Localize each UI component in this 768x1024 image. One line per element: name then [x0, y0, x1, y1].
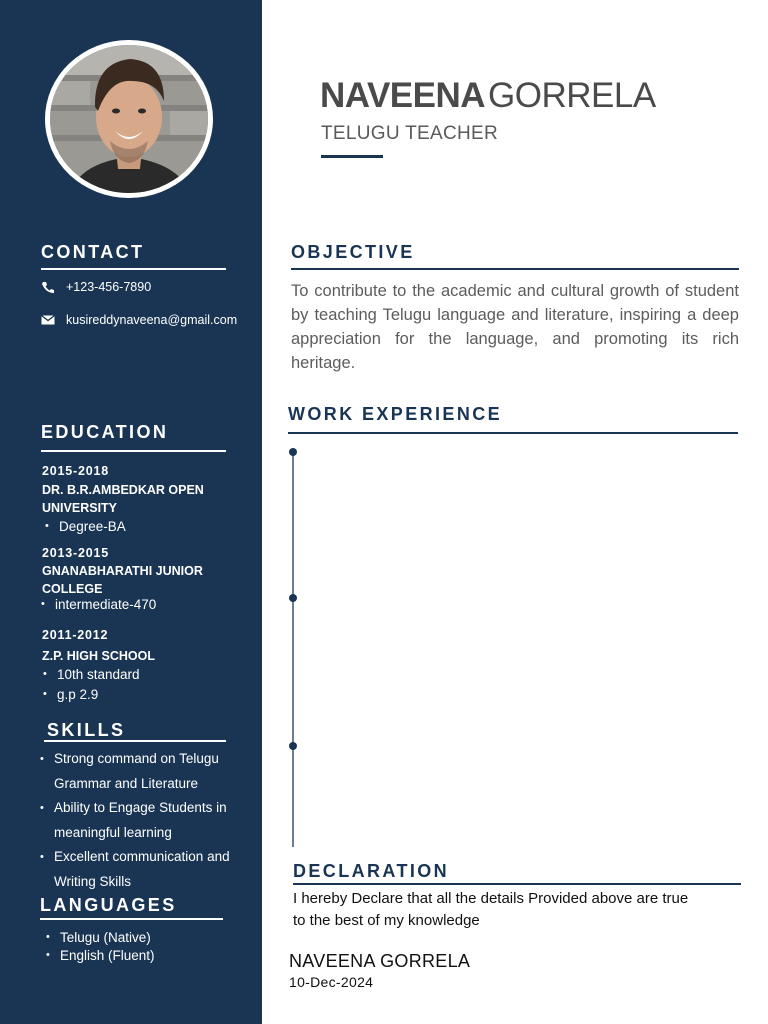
education-detail: • g.p 2.9 [57, 687, 98, 702]
education-years: 2013-2015 [42, 546, 109, 560]
skill-item: • Strong command on Telugu Grammar and Literature [54, 747, 244, 796]
education-school: DR. B.R.AMBEDKAR OPEN UNIVERSITY [42, 483, 204, 515]
language-item: • English (Fluent) [60, 948, 155, 963]
mail-icon [41, 314, 55, 326]
education-school: GNANABHARATHI JUNIOR COLLEGE [42, 564, 203, 596]
phone-icon [41, 281, 55, 293]
languages-divider [40, 918, 223, 920]
education-divider [41, 450, 226, 452]
objective-text: To contribute to the academic and cultural growth of student by teaching Telugu language and literature, inspiring a deep appreciation for the language, and promoting its rich heritage. [291, 282, 739, 372]
declaration-heading: DECLARATION [293, 861, 450, 881]
candidate-name [320, 76, 656, 116]
contact-divider [41, 268, 226, 270]
timeline-dot [289, 594, 297, 602]
skill-item: • Excellent communication and Writing Skills [54, 845, 244, 894]
last-name: GORRELA [488, 76, 656, 115]
education-years: 2015-2018 [42, 464, 109, 478]
job-title: TELUGU TEACHER [321, 123, 498, 144]
skills-heading: SKILLS [47, 720, 126, 740]
timeline-dot [289, 742, 297, 750]
education-detail: • Degree-BA [59, 519, 126, 534]
objective-heading: OBJECTIVE [291, 242, 415, 262]
education-years: 2011-2012 [42, 628, 109, 642]
language-item: • Telugu (Native) [60, 930, 151, 945]
experience-timeline [292, 452, 294, 847]
first-name: NAVEENA [320, 76, 486, 115]
signature-name: NAVEENA GORRELA [289, 951, 471, 971]
objective-divider [291, 268, 739, 270]
declaration-text: I hereby Declare that all the details Provided above are true to the best of my knowledge [293, 890, 689, 929]
sidebar [0, 0, 262, 1024]
profile-photo-frame [45, 40, 213, 198]
work-experience-heading: WORK EXPERIENCE [288, 404, 503, 424]
contact-phone [41, 280, 151, 294]
education-detail: • intermediate-470 [55, 597, 156, 612]
contact-heading: CONTACT [41, 242, 145, 262]
email-address: kusireddynaveena@gmail.com [66, 313, 238, 327]
phone-number: +123-456-7890 [66, 280, 152, 294]
work-experience-divider [288, 432, 738, 434]
education-detail: • 10th standard [57, 667, 140, 682]
declaration-divider [293, 883, 741, 885]
timeline-dot [289, 448, 297, 456]
skill-item: • Ability to Engage Students in meaningful learning [54, 796, 244, 845]
signature-date: 10-Dec-2024 [289, 974, 374, 990]
skills-divider [44, 740, 226, 742]
profile-photo [50, 45, 208, 193]
languages-heading: LANGUAGES [40, 895, 177, 915]
education-school: Z.P. HIGH SCHOOL [42, 649, 155, 663]
contact-email [41, 313, 237, 327]
title-underline [321, 155, 383, 158]
education-heading: EDUCATION [41, 422, 169, 442]
